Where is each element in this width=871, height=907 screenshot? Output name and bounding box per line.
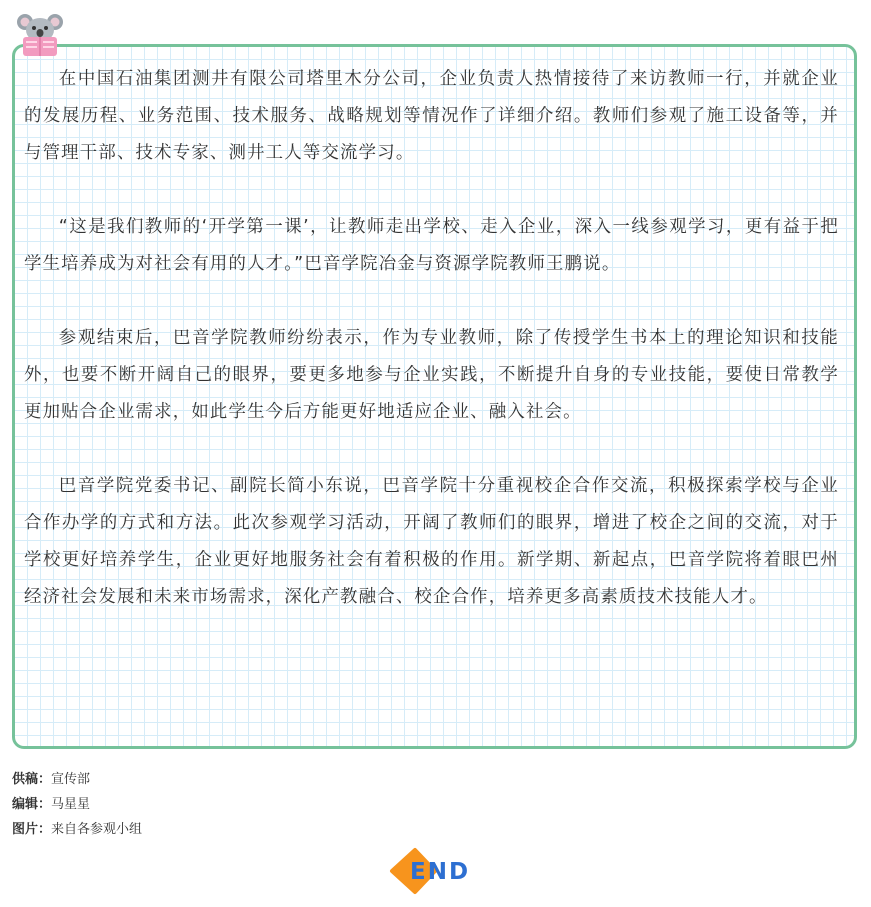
article-paragraph-1: 在中国石油集团测井有限公司塔里木分公司，企业负责人热情接待了来访教师一行，并就企业的发展历程、业务范围、技术服务、战略规划等情况作了详细介绍。教师们参观了施工设备等，并与管理干部、技术专家、测井工人等交流学习。 xyxy=(24,69,839,163)
end-badge-text: END xyxy=(410,859,471,885)
credit-photo xyxy=(12,817,142,842)
article-body xyxy=(24,61,839,653)
credit-photo-label: 图片： xyxy=(12,822,52,837)
article-paragraph-4: 巴音学院党委书记、副院长简小东说，巴音学院十分重视校企合作交流，积极探索学校与企业合作办学的方式和方法。此次参观学习活动，开阔了教师们的眼界，增进了校企之间的交流，对于学校更好培养学生，企业更好地服务社会有着积极的作用。新学期、新起点，巴音学院将着眼巴州经济社会发展和未来市场需求，深化产教融合、校企合作，培养更多高素质技术技能人才。 xyxy=(24,476,839,607)
credit-editor-value: 马星星 xyxy=(51,797,91,812)
credit-editor-label: 编辑： xyxy=(12,797,52,812)
credit-editor xyxy=(12,792,142,817)
credit-contributor-label: 供稿： xyxy=(12,772,52,787)
credits-block xyxy=(12,767,142,842)
end-badge xyxy=(388,846,474,896)
article-paragraph-2: “这是我们教师的‘开学第一课’，让教师走出学校、走入企业，深入一线参观学习，更有益于把学生培养成为对社会有用的人才。”巴音学院冶金与资源学院教师王鹏说。 xyxy=(24,217,839,274)
credit-photo-value: 来自各参观小组 xyxy=(51,822,143,837)
credit-contributor-value: 宣传部 xyxy=(51,772,91,787)
credit-contributor xyxy=(12,767,142,792)
koala-reading-book-icon xyxy=(16,12,64,58)
article-paragraph-3: 参观结束后，巴音学院教师纷纷表示，作为专业教师，除了传授学生书本上的理论知识和技能外，也要不断开阔自己的眼界，要更多地参与企业实践，不断提升自身的专业技能，要使日常教学更加贴合企业需求，如此学生今后方能更好地适应企业、融入社会。 xyxy=(24,328,839,422)
